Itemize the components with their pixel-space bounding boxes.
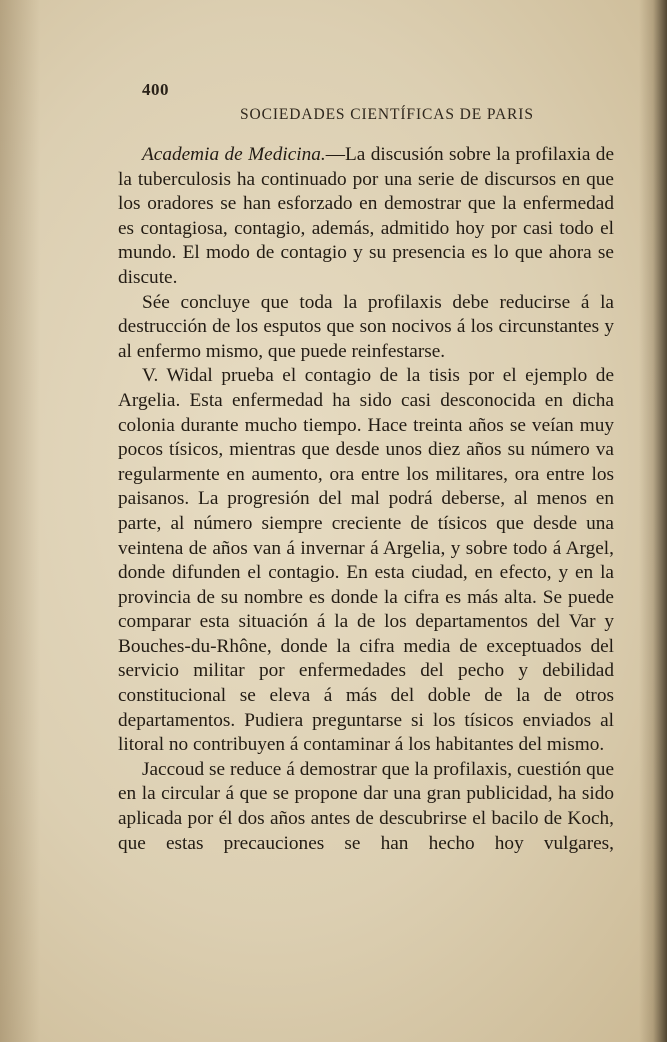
paragraph-see: Sée concluye que toda la profilaxis debe reducirse á la destrucción de los esputos que son nocivos á los circunstantes y al enfermo mismo, que puede reinfestarse.	[118, 291, 614, 362]
section-title: Academia de Medicina.	[142, 144, 326, 165]
page-edge-shadow-right	[639, 0, 667, 1042]
paragraph-jaccoud: Jaccoud se reduce á demostrar que la profilaxis, cuestión que en la circular á que se propone dar una gran publicidad, ha sido aplicada por él dos años antes de descubrirse el bacilo de Koch, que estas precauciones se han hecho hoy vulgares,	[118, 758, 614, 854]
paragraph-academia	[118, 143, 614, 291]
page-edge-shadow-left	[0, 0, 40, 1042]
body-text	[118, 143, 614, 856]
page-number: 400	[142, 80, 169, 99]
running-head: SOCIEDADES CIENTÍFICAS DE PARIS	[240, 106, 534, 123]
paragraph-academia-text: —La discusión sobre la profilaxia de la tuberculosis ha continuado por una serie de discursos en que los oradores se han esforzado en demostrar que la enfermedad es contagiosa, contagio, además, admitido hoy por casi todo el mundo. El modo de contagio y su presencia es lo que ahora se discute.	[118, 144, 615, 288]
paragraph-widal: V. Widal prueba el contagio de la tisis por el ejemplo de Argelia. Esta enfermedad ha sido casi desconocida en dicha colonia durante mucho tiempo. Hace treinta años se veían muy pocos tísicos, mientras que desde unos diez años su número va regularmente en aumento, ora entre los militares, ora entre los paisanos. La progresión del mal podrá deberse, al menos en parte, al número siempre creciente de tísicos que desde una veintena de años van á invernar á Argelia, y sobre todo á Argel, donde difunden el contagio. En esta ciudad, en efecto, y en la provincia de su nombre es donde la cifra es más alta. Se puede comparar esta situación á la de los departamentos del Var y Bouches-du-Rhône, donde la cifra media de exceptuados del servicio militar por enfermedades del pecho y debilidad constitucional se eleva á más del doble de la de otros departamentos. Pudiera preguntarse si los tísicos enviados al litoral no contribuyen á contaminar á los habitantes del mismo.	[118, 365, 614, 756]
